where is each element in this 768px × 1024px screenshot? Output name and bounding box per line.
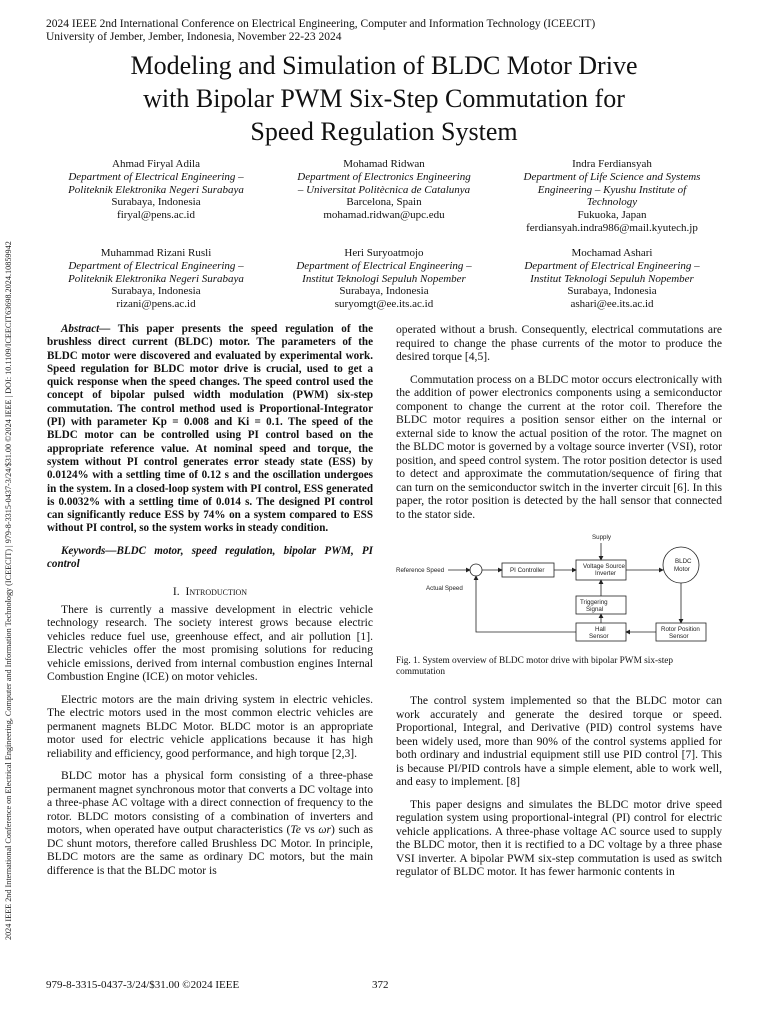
abstract bbox=[47, 323, 373, 536]
title-line: Modeling and Simulation of BLDC Motor Drive bbox=[130, 51, 638, 80]
vsi-label: Voltage Source bbox=[583, 563, 625, 570]
author-block bbox=[48, 158, 264, 235]
motor-label: Motor bbox=[674, 566, 690, 573]
author-block bbox=[276, 247, 492, 311]
speed-symbol: ωr bbox=[318, 823, 332, 837]
author-name: Ahmad Firyal Adila bbox=[112, 158, 200, 170]
section-heading bbox=[47, 585, 373, 599]
page-number: 372 bbox=[372, 979, 389, 991]
author-city: Fukuoka, Japan bbox=[577, 209, 647, 222]
author-block bbox=[48, 247, 264, 311]
author-dept: Department of Electrical Engineering – bbox=[524, 259, 700, 272]
torque-symbol: Te bbox=[290, 823, 301, 837]
body-paragraph bbox=[47, 769, 373, 877]
author-city: Barcelona, Spain bbox=[346, 196, 422, 209]
author-dept: Department of Electronics Engineering bbox=[297, 170, 471, 183]
right-column bbox=[396, 323, 722, 888]
author-institution: Engineering – Kyushu Institute of bbox=[537, 183, 687, 196]
supply-label: Supply bbox=[592, 534, 611, 541]
hall-label: Hall bbox=[595, 626, 606, 633]
pi-controller-label: PI Controller bbox=[510, 567, 545, 574]
author-email[interactable]: ashari@ee.its.ac.id bbox=[570, 298, 654, 311]
author-institution: Institut Teknologi Sepuluh Nopember bbox=[530, 272, 694, 285]
author-block bbox=[504, 247, 720, 311]
author-institution: Institut Teknologi Sepuluh Nopember bbox=[302, 272, 466, 285]
author-block bbox=[504, 158, 720, 235]
section-title: Introduction bbox=[185, 585, 248, 599]
author-email[interactable]: suryomgt@ee.its.ac.id bbox=[334, 298, 434, 311]
author-email[interactable]: mohamad.ridwan@upc.edu bbox=[323, 209, 445, 222]
reference-speed-label: Reference Speed bbox=[396, 567, 445, 574]
authors-row-1 bbox=[48, 158, 720, 235]
author-name: Mochamad Ashari bbox=[571, 247, 653, 259]
footer-isbn: 979-8-3315-0437-3/24/$31.00 ©2024 IEEE bbox=[46, 979, 240, 991]
actual-speed-label: Actual Speed bbox=[426, 585, 463, 592]
figure-1 bbox=[396, 530, 722, 650]
keywords-text: BLDC motor, speed regulation, bipolar PWM, PI control bbox=[47, 544, 373, 571]
author-institution: Politeknik Elektronika Negeri Surabaya bbox=[68, 183, 244, 196]
conference-header bbox=[46, 18, 595, 44]
summing-junction bbox=[470, 564, 482, 576]
text-run: vs bbox=[300, 823, 319, 837]
keywords-label: Keywords— bbox=[61, 544, 117, 557]
section-number: I. bbox=[172, 585, 180, 599]
body-paragraph: There is currently a massive development in electric vehicle technology research. The society interest grows because electric vehicles reduce fuel use, greenhouse effect, and air pollution [1]. Electric vehicles offer the most promising solutions for reducing vehicle emissions, derived from internal combustion engines Internal Combustion Engine (ICE) on motor vehicles. bbox=[47, 602, 373, 684]
block-diagram bbox=[396, 530, 722, 650]
author-name: Mohamad Ridwan bbox=[343, 158, 425, 170]
triggering-label: Triggering bbox=[580, 599, 608, 606]
author-name: Indra Ferdiansyah bbox=[572, 158, 652, 170]
author-dept: Department of Electrical Engineering – bbox=[68, 170, 244, 183]
text-run: ) such as DC shunt motors, therefore called Brushless DC Motor. In principle, BLDC motors are the same as ordinary DC motors, but the main difference is that the BLDC motor is bbox=[47, 823, 373, 877]
bldc-label: BLDC bbox=[675, 558, 692, 565]
left-column bbox=[47, 323, 373, 886]
vsi-label-2: Inverter bbox=[595, 570, 616, 577]
author-city: Surabaya, Indonesia bbox=[567, 285, 657, 298]
author-city: Surabaya, Indonesia bbox=[111, 196, 201, 209]
rotor-sensor-label: Sensor bbox=[669, 633, 689, 640]
author-email[interactable]: firyal@pens.ac.id bbox=[117, 209, 195, 222]
body-paragraph: Commutation process on a BLDC motor occurs electronically with the addition of power electronics components using a semiconductor component to change the current at the rotor coil. Therefore the BLDC motor requires a position sensor either on the internal or external side to know the actual position of the rotor. The magnet on the BLDC motor is governed by a voltage source inverter (VSI), rotor position, and speed control system. The rotor position detector is used to detect and approximate the commutation/sequence of firing that can turn on the semiconductor switch in the inverter circuit [6]. In this paper, the rotor position is detected by the hall sensor that connected to the stator side. bbox=[396, 372, 722, 521]
conference-name: 2024 IEEE 2nd International Conference on Electrical Engineering, Computer and Information Technology (ICEECIT) bbox=[46, 18, 596, 30]
author-dept: Department of Electrical Engineering – bbox=[296, 259, 472, 272]
author-email[interactable]: rizani@pens.ac.id bbox=[116, 298, 196, 311]
paper-title bbox=[40, 49, 728, 148]
figure-caption: Fig. 1. System overview of BLDC motor drive with bipolar PWM six-step commutation bbox=[396, 656, 674, 677]
author-institution: – Universitat Politècnica de Catalunya bbox=[297, 183, 471, 196]
author-institution: Technology bbox=[586, 196, 638, 209]
abstract-text: This paper presents the speed regulation of the brushless direct current (BLDC) motor. The parameters of the BLDC motor were discovered and evaluated by experimental work. Speed regulation for BLDC motor drive is crucial, used to get a quick response when the speed changes. The speed control used the concept of bipolar pulsed width modulation (PWM) six-step commutation. The control method used is Proportional-Integrator (PI) with parameter Kp = 0.008 and Ki = 0.1. The speed of the BLDC motor can be controlled using PI control based on the appropriate reference value. At nominal speed and torque, the system without PI control generates error steady state (ESS) by 0.0124% with a settling time of 0.12 s and the oscillation undergoes in the system. In a closed-loop system with PI control, ESS generated is 0.0032% with a settling time of 0.014 s. The designed PI control can significantly reduce ESS by 74% on a system compared to ESS without PI control, so the system works in steady condition. bbox=[47, 323, 373, 535]
body-paragraph: Electric motors are the main driving system in electric vehicles. The electric motors used in the most common electric vehicles are permanent magnets BLDC Motor. BLDC motor is an appropriate motor used for electric vehicle applications because it has high reliability and efficiency, good performance, and high torque [2,3]. bbox=[47, 692, 373, 760]
conference-location: University of Jember, Jember, Indonesia, November 22-23 2024 bbox=[46, 31, 342, 43]
abstract-label: Abstract— bbox=[61, 323, 111, 335]
author-dept: Department of Life Science and Systems bbox=[523, 170, 701, 183]
author-city: Surabaya, Indonesia bbox=[339, 285, 429, 298]
body-paragraph: This paper designs and simulates the BLDC motor drive speed regulation system using proportional-integral (PI) control for electric vehicle applications. A three-phase voltage AC source used to supply the BLDC motor, then it is rectified to a DC voltage by a three phase VSI inverter. A bipolar PWM six-step commutation is used as switch regulator of BLDC motor. It has fewer harmonic contents in bbox=[396, 797, 722, 878]
text-run: BLDC motor has a physical form consisting of a three-phase permanent magnet synchronous motor that converts a DC voltage into a three-phase AC voltage with a direct connection of frequency to the rotor. BLDC motors consisting of a combination of inverters and motors, when operated have output characteristics ( bbox=[47, 769, 373, 837]
author-block bbox=[276, 158, 492, 235]
rotor-position-label: Rotor Position bbox=[661, 626, 700, 633]
body-paragraph: operated without a brush. Consequently, electrical commutations are required to change the phase currents of the motor to produce the desired torque [4,5]. bbox=[396, 323, 722, 363]
keywords bbox=[47, 545, 373, 572]
title-line: Speed Regulation System bbox=[250, 117, 518, 146]
bldc-motor-circle bbox=[663, 547, 699, 583]
title-line: with Bipolar PWM Six-Step Commutation for bbox=[143, 84, 625, 113]
author-email[interactable]: ferdiansyah.indra986@mail.kyutech.jp bbox=[526, 221, 698, 234]
sensor-label: Sensor bbox=[589, 633, 609, 640]
author-dept: Department of Electrical Engineering – bbox=[68, 259, 244, 272]
authors-row-2 bbox=[48, 247, 720, 311]
author-name: Heri Suryoatmojo bbox=[344, 247, 424, 259]
doi-sidebar: 2024 IEEE 2nd International Conference on Electrical Engineering, Computer and Information Technology (ICEECIT) | 979-8-3315-0437-3/24/$31.00 ©2024 IEEE | DOI: 10.1109/ICEECIT63698.2024.10859942 bbox=[4, 241, 13, 940]
author-institution: Politeknik Elektronika Negeri Surabaya bbox=[68, 272, 244, 285]
signal-label: Signal bbox=[586, 606, 604, 613]
author-name: Muhammad Rizani Rusli bbox=[100, 247, 212, 259]
body-paragraph: The control system implemented so that the BLDC motor can work accurately and generate the desired torque or speed. Proportional, Integral, and Derivative (PID) control systems have been widely used, more than 90% of the control systems applied for both ordinary and industrial equipment still use PID control [7]. This is because PI/PID controls have a simple element, able to work well, and easy to implement. [8] bbox=[396, 694, 722, 788]
author-city: Surabaya, Indonesia bbox=[111, 285, 201, 298]
